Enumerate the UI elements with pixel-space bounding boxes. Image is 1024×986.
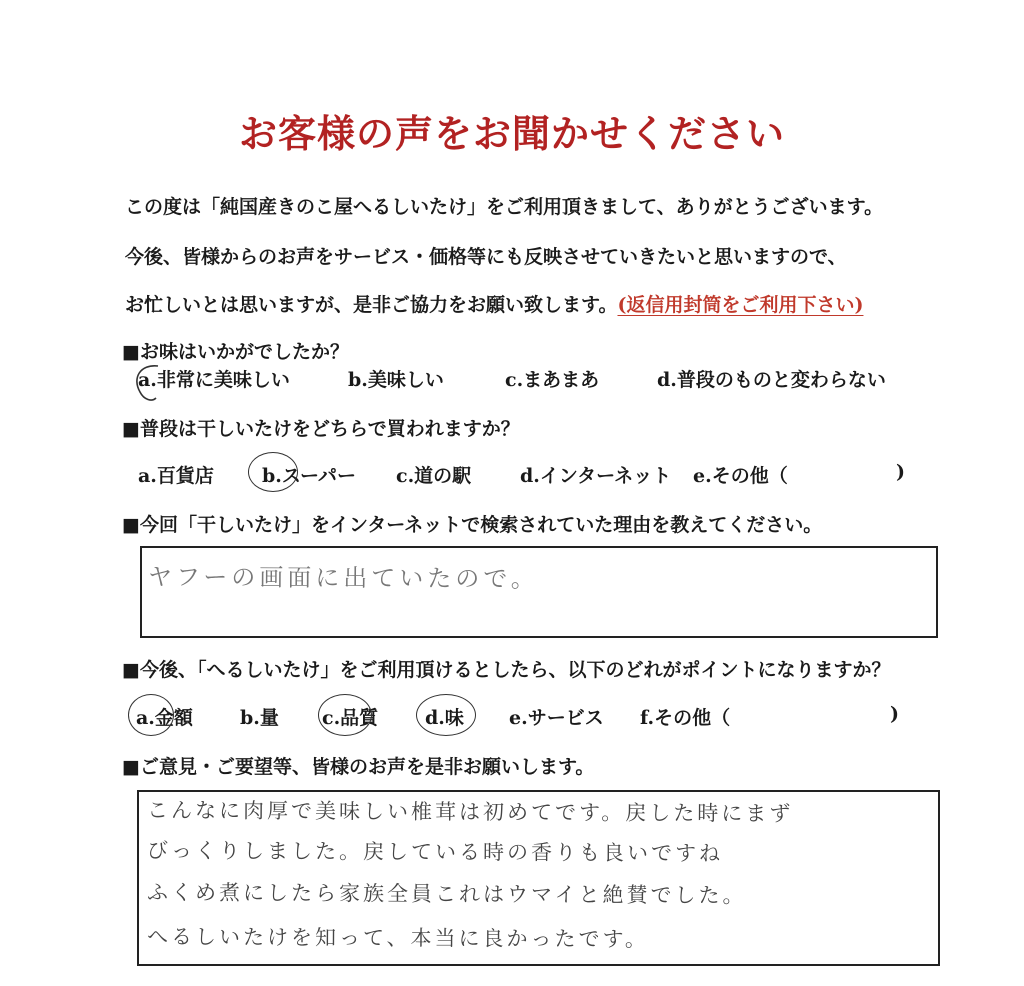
- q4-option-d[interactable]: d.味: [425, 707, 464, 729]
- question-purchase-place: ■普段は干しいたけをどちらで買われますか？: [122, 418, 520, 440]
- q1-selection-mark: [128, 360, 188, 405]
- question-points: ■今後、「へるしいたけ」をご利用頂けるとしたら、以下のどれがポイントになりますか？: [122, 659, 891, 681]
- q2-option-e[interactable]: e.その他（: [693, 465, 788, 487]
- question-taste: ■お味はいかがでしたか？: [122, 341, 349, 363]
- question-search-reason: ■今回「干しいたけ」をインターネットで検索されていた理由を教えてください。: [122, 514, 823, 536]
- search-reason-answer-box[interactable]: [140, 546, 938, 638]
- q2-option-d[interactable]: d.インターネット: [520, 465, 672, 487]
- q4-option-b[interactable]: b.量: [240, 707, 279, 729]
- intro-line-3-main: お忙しいとは思いますが、是非ご協力をお願い致します。: [125, 294, 618, 316]
- q1-option-b[interactable]: b.美味しい: [348, 369, 444, 391]
- form-title: お客様の声をお聞かせください: [238, 111, 785, 156]
- q1-option-c[interactable]: c.まあまあ: [505, 369, 600, 391]
- q2-other-close: ): [896, 461, 905, 483]
- q1-option-a[interactable]: a.非常に美味しい: [138, 369, 290, 391]
- q4-option-c[interactable]: c.品質: [322, 707, 379, 729]
- comments-answer-box[interactable]: [137, 790, 940, 966]
- q2-selection-circle: [248, 452, 298, 492]
- q2-option-b[interactable]: b.スーパー: [262, 465, 357, 487]
- q4-option-f[interactable]: f.その他（: [640, 707, 731, 729]
- q2-option-c[interactable]: c.道の駅: [396, 465, 472, 487]
- q1-option-d[interactable]: d.普段のものと変わらない: [657, 369, 886, 391]
- comment-line-3: ふくめ煮にしたら家族全員これはウマイと絶賛でした。: [146, 880, 747, 908]
- reply-envelope-note: (返信用封筒をご利用下さい): [617, 294, 864, 316]
- intro-line-2: 今後、皆様からのお声をサービス・価格等にも反映させていきたいと思いますので、: [125, 246, 847, 268]
- comment-line-2: びっくりしました。戻している時の香りも良いですね: [146, 838, 724, 866]
- question-comments: ■ご意見・ご要望等、皆様のお声を是非お願いします。: [122, 756, 595, 778]
- q4-other-close: ): [890, 703, 899, 725]
- comment-line-4: へるしいたけを知って、本当に良かったです。: [146, 924, 649, 952]
- comment-line-1: こんなに肉厚で美味しい椎茸は初めてです。戻した時にまず: [146, 798, 794, 826]
- search-reason-handwriting: ヤフーの画面に出ていたので。: [147, 562, 539, 594]
- q4-selection-circle-c: [318, 694, 372, 736]
- intro-line-1: この度は「純国産きのこ屋へるしいたけ」をご利用頂きまして、ありがとうございます。: [125, 196, 884, 218]
- intro-line-3: [125, 290, 863, 317]
- q4-selection-circle-d: [416, 694, 476, 736]
- q2-option-a[interactable]: a.百貨店: [138, 465, 214, 487]
- q4-option-a[interactable]: a.金額: [136, 707, 193, 729]
- q4-option-e[interactable]: e.サービス: [509, 707, 604, 729]
- q4-selection-circle-a: [128, 694, 174, 736]
